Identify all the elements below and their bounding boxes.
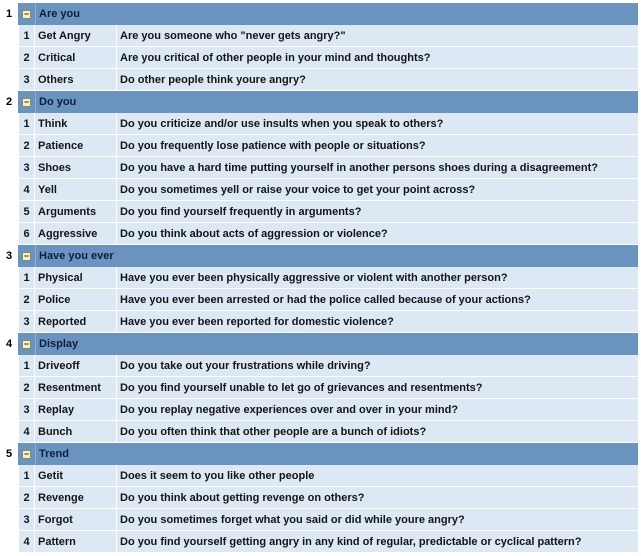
item-name: Aggressive (35, 223, 117, 245)
group-title: Have you ever (35, 245, 638, 267)
row-indent (1, 201, 19, 223)
question-row[interactable] (1, 223, 638, 245)
item-number: 2 (19, 289, 35, 311)
minus-box-icon: − (23, 8, 30, 19)
question-row[interactable] (1, 47, 638, 69)
group-title: Are you (35, 3, 638, 25)
question-row[interactable] (1, 25, 638, 47)
question-row[interactable] (1, 355, 638, 377)
item-name: Others (35, 69, 117, 91)
minus-box-icon: − (23, 250, 30, 261)
question-row[interactable] (1, 465, 638, 487)
row-indent (1, 47, 19, 69)
item-question: Do you think about getting revenge on others? (117, 487, 638, 509)
item-number: 2 (19, 135, 35, 157)
question-row[interactable] (1, 157, 638, 179)
item-name: Police (35, 289, 117, 311)
collapse-toggle[interactable] (18, 443, 35, 465)
question-row[interactable] (1, 289, 638, 311)
minus-box-icon: − (23, 96, 30, 107)
item-number: 4 (19, 421, 35, 443)
item-name: Critical (35, 47, 117, 69)
item-name: Think (35, 113, 117, 135)
item-name: Arguments (35, 201, 117, 223)
question-row[interactable] (1, 179, 638, 201)
question-row[interactable] (1, 487, 638, 509)
item-question: Have you ever been arrested or had the police called because of your actions? (117, 289, 638, 311)
question-row[interactable] (1, 399, 638, 421)
questionnaire-tree (1, 3, 638, 553)
item-number: 1 (19, 25, 35, 47)
item-question: Do you have a hard time putting yourself in another persons shoes during a disagreement? (117, 157, 638, 179)
group-number: 5 (1, 443, 18, 465)
collapse-toggle[interactable] (18, 333, 35, 355)
question-row[interactable] (1, 201, 638, 223)
item-question: Are you critical of other people in your mind and thoughts? (117, 47, 638, 69)
group-header-row[interactable] (1, 333, 638, 355)
item-question: Do you sometimes yell or raise your voice to get your point across? (117, 179, 638, 201)
group-number: 1 (1, 3, 18, 25)
row-indent (1, 399, 19, 421)
item-number: 2 (19, 47, 35, 69)
question-row[interactable] (1, 113, 638, 135)
row-indent (1, 157, 19, 179)
group-header-row[interactable] (1, 443, 638, 465)
item-number: 2 (19, 487, 35, 509)
row-indent (1, 487, 19, 509)
item-question: Have you ever been physically aggressive or violent with another person? (117, 267, 638, 289)
item-question: Do you take out your frustrations while driving? (117, 355, 638, 377)
row-indent (1, 311, 19, 333)
group-number: 4 (1, 333, 18, 355)
item-number: 3 (19, 509, 35, 531)
item-number: 1 (19, 267, 35, 289)
group-number: 2 (1, 91, 18, 113)
question-row[interactable] (1, 421, 638, 443)
item-number: 4 (19, 531, 35, 553)
item-question: Do you replay negative experiences over and over in your mind? (117, 399, 638, 421)
item-number: 6 (19, 223, 35, 245)
row-indent (1, 113, 19, 135)
collapse-toggle[interactable] (18, 245, 35, 267)
row-indent (1, 135, 19, 157)
question-row[interactable] (1, 509, 638, 531)
item-question: Do you find yourself unable to let go of grievances and resentments? (117, 377, 638, 399)
group-header-row[interactable] (1, 245, 638, 267)
item-number: 3 (19, 157, 35, 179)
item-question: Does it seem to you like other people (117, 465, 638, 487)
item-name: Yell (35, 179, 117, 201)
item-name: Resentment (35, 377, 117, 399)
row-indent (1, 509, 19, 531)
item-name: Shoes (35, 157, 117, 179)
item-name: Patience (35, 135, 117, 157)
item-name: Replay (35, 399, 117, 421)
row-indent (1, 355, 19, 377)
item-number: 2 (19, 377, 35, 399)
item-question: Do you find yourself frequently in arguments? (117, 201, 638, 223)
item-number: 5 (19, 201, 35, 223)
minus-box-icon: − (23, 338, 30, 349)
question-row[interactable] (1, 135, 638, 157)
item-number: 1 (19, 465, 35, 487)
item-question: Are you someone who "never gets angry?" (117, 25, 638, 47)
question-row[interactable] (1, 69, 638, 91)
group-title: Trend (35, 443, 638, 465)
item-name: Bunch (35, 421, 117, 443)
question-row[interactable] (1, 377, 638, 399)
group-title: Do you (35, 91, 638, 113)
item-number: 1 (19, 355, 35, 377)
item-number: 1 (19, 113, 35, 135)
item-name: Driveoff (35, 355, 117, 377)
item-question: Do you frequently lose patience with people or situations? (117, 135, 638, 157)
row-indent (1, 531, 19, 553)
item-name: Physical (35, 267, 117, 289)
item-name: Revenge (35, 487, 117, 509)
item-question: Have you ever been reported for domestic violence? (117, 311, 638, 333)
item-question: Do other people think youre angry? (117, 69, 638, 91)
question-row[interactable] (1, 267, 638, 289)
item-question: Do you criticize and/or use insults when you speak to others? (117, 113, 638, 135)
item-number: 3 (19, 399, 35, 421)
group-header-row[interactable] (1, 91, 638, 113)
item-number: 4 (19, 179, 35, 201)
item-name: Reported (35, 311, 117, 333)
row-indent (1, 223, 19, 245)
row-indent (1, 267, 19, 289)
item-question: Do you find yourself getting angry in any kind of regular, predictable or cyclical pattern? (117, 531, 638, 553)
item-name: Getit (35, 465, 117, 487)
item-number: 3 (19, 69, 35, 91)
row-indent (1, 69, 19, 91)
row-indent (1, 25, 19, 47)
row-indent (1, 179, 19, 201)
collapse-toggle[interactable] (18, 91, 35, 113)
question-row[interactable] (1, 531, 638, 553)
minus-box-icon: − (23, 448, 30, 459)
item-name: Pattern (35, 531, 117, 553)
item-question: Do you sometimes forget what you said or did while youre angry? (117, 509, 638, 531)
group-title: Display (35, 333, 638, 355)
item-question: Do you think about acts of aggression or violence? (117, 223, 638, 245)
item-name: Forgot (35, 509, 117, 531)
question-row[interactable] (1, 311, 638, 333)
group-header-row[interactable] (1, 3, 638, 25)
item-question: Do you often think that other people are a bunch of idiots? (117, 421, 638, 443)
item-number: 3 (19, 311, 35, 333)
collapse-toggle[interactable] (18, 3, 35, 25)
item-name: Get Angry (35, 25, 117, 47)
row-indent (1, 377, 19, 399)
row-indent (1, 421, 19, 443)
row-indent (1, 289, 19, 311)
row-indent (1, 465, 19, 487)
group-number: 3 (1, 245, 18, 267)
